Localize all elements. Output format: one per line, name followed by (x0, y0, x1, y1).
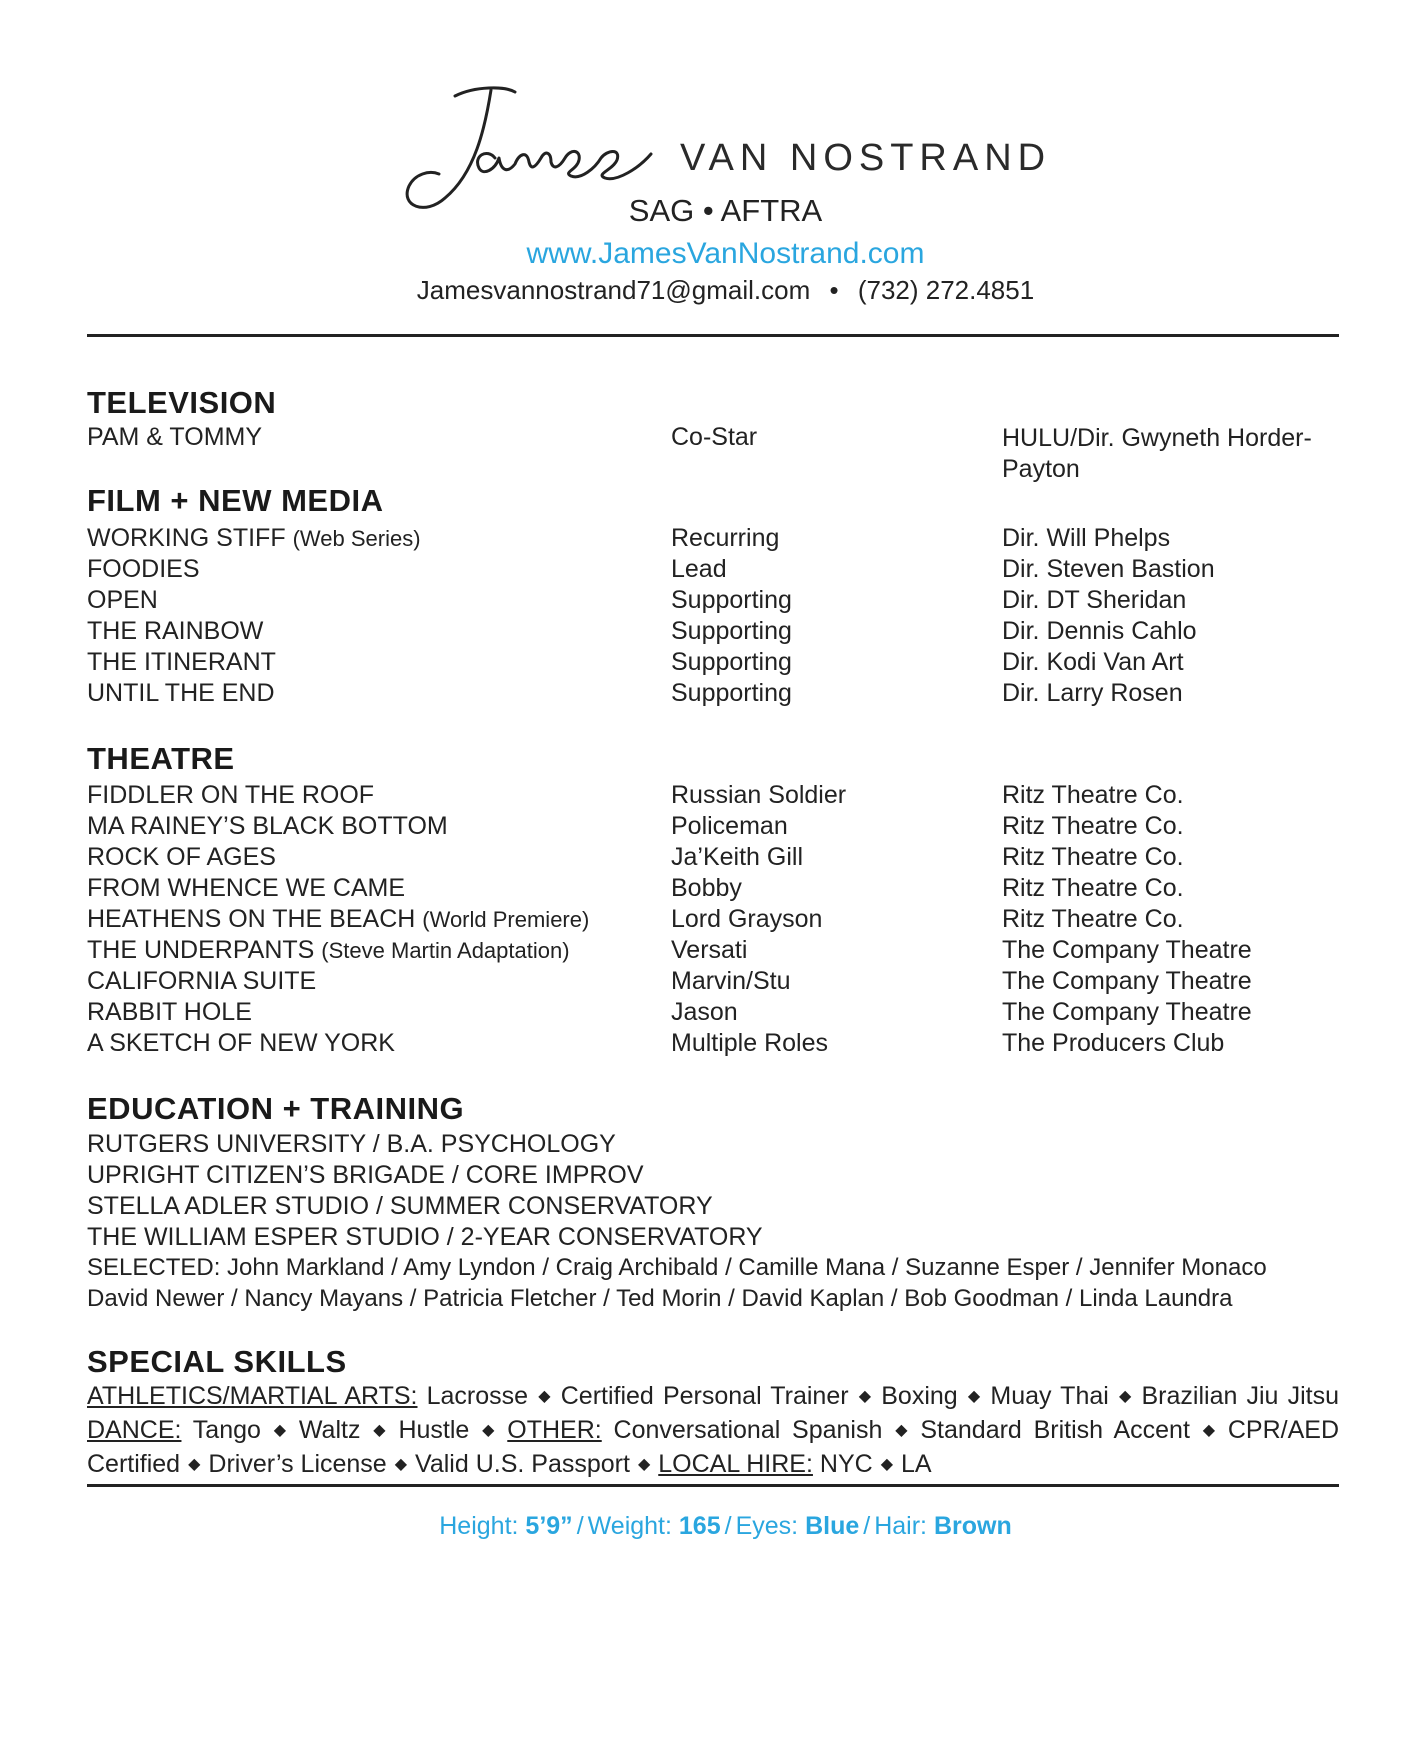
skills-label-athletics: ATHLETICS/MARTIAL ARTS: (87, 1382, 418, 1410)
table-row (0, 874, 1401, 905)
hair-label: Hair: (874, 1512, 927, 1540)
section-title-education: EDUCATION + TRAINING (87, 1091, 465, 1126)
contact-separator: • (829, 275, 839, 305)
education-line: David Newer / Nancy Mayans / Patricia Fletcher / Ted Morin / David Kaplan / Bob Goodman / Linda Laundra (87, 1285, 1233, 1312)
role: Jason (671, 998, 738, 1026)
role: Ja’Keith Gill (671, 843, 803, 871)
skills-paragraph: ATHLETICS/MARTIAL ARTS: Lacrosse ◆ Certified Personal Trainer ◆ Boxing ◆ Muay Thai ◆ Brazilian Jiu Jitsu DANCE: Tango ◆ Waltz ◆ Hustle ◆ OTHER: Conversational Spanish ◆ Standard British Accent ◆ CPR/AED Certified ◆ Driver’s License ◆ Valid U.S. Passport ◆ LOCAL HIRE: NYC ◆ LA (87, 1382, 1340, 1478)
project-title: THE RAINBOW (87, 617, 264, 645)
phone-number[interactable]: (732) 272.4851 (857, 275, 1035, 305)
footer-divider (87, 1484, 1339, 1487)
table-row (0, 843, 1401, 874)
table-row (0, 905, 1401, 936)
role: Policeman (671, 812, 788, 840)
project-title: OPEN (87, 586, 158, 614)
section-title-theatre: THEATRE (87, 741, 235, 776)
project-title: CALIFORNIA SUITE (87, 967, 317, 995)
section-title-film: FILM + NEW MEDIA (87, 483, 384, 518)
table-row (0, 524, 1401, 555)
skills-label-local-hire: LOCAL HIRE: (658, 1450, 813, 1478)
credit: Ritz Theatre Co. (1002, 781, 1184, 809)
table-row (0, 617, 1401, 648)
credit: Ritz Theatre Co. (1002, 812, 1184, 840)
table-row (0, 679, 1401, 710)
table-row (0, 586, 1401, 617)
contact-line (0, 275, 1401, 306)
project-title: A SKETCH OF NEW YORK (87, 1029, 395, 1057)
project-title: FOODIES (87, 555, 200, 583)
credit: HULU/Dir. Gwyneth Horder-Payton (1002, 424, 1312, 483)
credit: The Company Theatre (1002, 967, 1252, 995)
hair-value: Brown (933, 1512, 1012, 1540)
project-note: (Web Series) (292, 526, 421, 551)
education-line: THE WILLIAM ESPER STUDIO / 2-YEAR CONSERVATORY (87, 1223, 763, 1251)
project-title: RABBIT HOLE (87, 998, 252, 1026)
physical-stats: Height: 5’9” / Weight: 165 / Eyes: Blue / Hair: Brown (439, 1512, 1012, 1540)
education-line: STELLA ADLER STUDIO / SUMMER CONSERVATORY (87, 1192, 713, 1220)
table-row (0, 648, 1401, 679)
credit: The Company Theatre (1002, 998, 1252, 1026)
section-title-television: TELEVISION (87, 385, 277, 420)
education-line: UPRIGHT CITIZEN’S BRIGADE / CORE IMPROV (87, 1161, 644, 1189)
skills-label-other: OTHER: (507, 1416, 602, 1444)
last-name: VAN NOSTRAND (680, 137, 1052, 179)
project-title: ROCK OF AGES (87, 843, 276, 871)
table-row (0, 1029, 1401, 1060)
role: Supporting (671, 617, 792, 645)
height-label: Height: (439, 1512, 519, 1540)
project-title: HEATHENS ON THE BEACH (World Premiere) (87, 905, 590, 933)
credit: Dir. DT Sheridan (1002, 586, 1187, 614)
credit: Ritz Theatre Co. (1002, 874, 1184, 902)
credit: Dir. Larry Rosen (1002, 679, 1183, 707)
credit: Dir. Kodi Van Art (1002, 648, 1184, 676)
table-row (0, 423, 1401, 483)
role: Bobby (671, 874, 742, 902)
role: Supporting (671, 648, 792, 676)
project-title: THE UNDERPANTS (Steve Martin Adaptation) (87, 936, 570, 964)
role: Lord Grayson (671, 905, 823, 933)
project-title: FROM WHENCE WE CAME (87, 874, 406, 902)
role: Supporting (671, 679, 792, 707)
table-row (0, 781, 1401, 812)
credit: Dir. Steven Bastion (1002, 555, 1215, 583)
project-title: PAM & TOMMY (87, 423, 263, 451)
credit: Dir. Will Phelps (1002, 524, 1171, 552)
credit: Ritz Theatre Co. (1002, 905, 1184, 933)
eyes-label: Eyes: (735, 1512, 799, 1540)
table-row (0, 936, 1401, 967)
credit: The Company Theatre (1002, 936, 1252, 964)
credit: Ritz Theatre Co. (1002, 843, 1184, 871)
project-title: WORKING STIFF (Web Series) (87, 524, 421, 552)
project-title: FIDDLER ON THE ROOF (87, 781, 375, 809)
table-row (0, 812, 1401, 843)
role: Marvin/Stu (671, 967, 791, 995)
education-line: SELECTED: John Markland / Amy Lyndon / Craig Archibald / Camille Mana / Suzanne Esper / Jennifer Monaco (87, 1254, 1267, 1281)
website-link[interactable]: www.JamesVanNostrand.com (526, 237, 925, 270)
skills-label-dance: DANCE: (87, 1416, 182, 1444)
project-note: (Steve Martin Adaptation) (321, 938, 570, 963)
education-line: RUTGERS UNIVERSITY / B.A. PSYCHOLOGY (87, 1130, 616, 1158)
role: Versati (671, 936, 748, 964)
role: Recurring (671, 524, 780, 552)
weight-value: 165 (678, 1512, 721, 1540)
credit: Dir. Dennis Cahlo (1002, 617, 1197, 645)
table-row (0, 967, 1401, 998)
email-link[interactable]: Jamesvannostrand71@gmail.com (416, 275, 811, 305)
project-title: UNTIL THE END (87, 679, 275, 707)
header-divider (87, 334, 1339, 337)
project-note: (World Premiere) (422, 907, 590, 932)
role: Multiple Roles (671, 1029, 829, 1057)
section-title-skills: SPECIAL SKILLS (87, 1344, 347, 1379)
height-value: 5’9” (525, 1512, 573, 1540)
role: Co-Star (671, 423, 758, 451)
weight-label: Weight: (587, 1512, 672, 1540)
role: Lead (671, 555, 727, 583)
role: Supporting (671, 586, 792, 614)
union-affiliation: SAG • AFTRA (628, 193, 823, 228)
table-row (0, 998, 1401, 1029)
project-title: MA RAINEY’S BLACK BOTTOM (87, 812, 448, 840)
role: Russian Soldier (671, 781, 847, 809)
credit: The Producers Club (1002, 1029, 1225, 1057)
table-row (0, 555, 1401, 586)
eyes-value: Blue (805, 1512, 860, 1540)
project-title: THE ITINERANT (87, 648, 276, 676)
